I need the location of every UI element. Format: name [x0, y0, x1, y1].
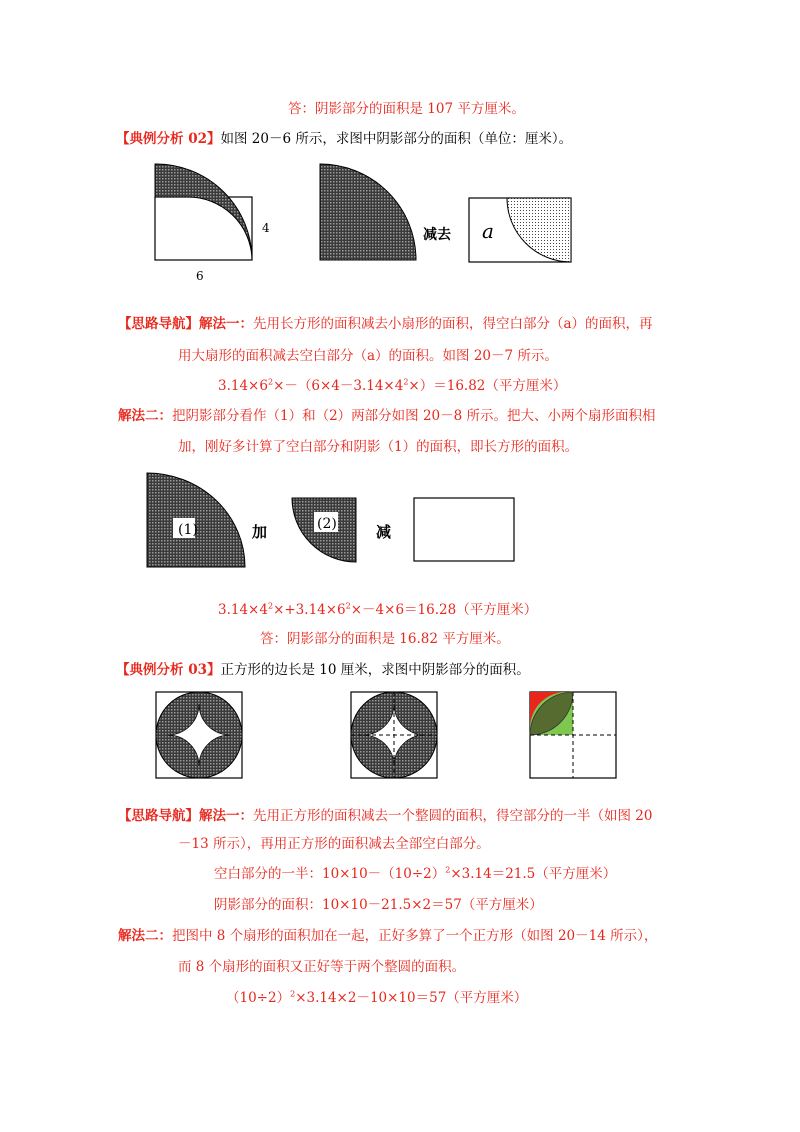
guide-3-line-2: －13 所示），再用正方形的面积减去全部空白部分。 [178, 836, 490, 852]
guide-2-line-4: 加，刚好多计算了空白部分和阴影（1）的面积，即长方形的面积。 [178, 439, 579, 455]
guide-2-line-1 [118, 314, 653, 334]
formula-2 [218, 600, 537, 620]
superscript: 2 [403, 377, 409, 387]
method-1-tag: 解法一： [199, 808, 253, 824]
guide-text: 把图中 8 个扇形的面积加在一起，正好多算了一个正方形（如图 20－14 所示）， [172, 928, 658, 944]
guide-3-line-3-part-2: ×3.14＝21.5（平方厘米） [450, 866, 617, 882]
guide-text: 把阴影部分看作（1）和（2）两部分如图 20－8 所示。把大、小两个扇形面积相 [172, 408, 656, 424]
square-figure-1 [156, 692, 242, 778]
method-1-tag: 解法一： [199, 316, 253, 332]
minus-label: 减 [376, 523, 392, 541]
guide-3-line-3-part-1: 空白部分的一半：10×10－（10÷2） [214, 866, 446, 882]
label-a: a [482, 219, 494, 243]
minus-label: 减去 [423, 227, 451, 243]
plus-label: 加 [252, 523, 268, 541]
square-figure-3 [530, 692, 616, 778]
part-2-label: (2) [317, 516, 337, 532]
guide-tag: 【思路导航】 [118, 808, 199, 824]
formula-2-part-1: 3.14×4 [218, 602, 268, 618]
example-02-text: 如图 20－6 所示，求图中阴影部分的面积（单位：厘米）。 [220, 131, 573, 147]
formula-1-part-3: ×）＝16.82（平方厘米） [408, 378, 567, 394]
guide-2-line-3 [118, 406, 656, 426]
example-03-text: 正方形的边长是 10 厘米，求图中阴影部分的面积。 [220, 662, 530, 678]
method-2-tag: 解法二： [118, 408, 172, 424]
large-sector [320, 164, 416, 260]
formula-1-part-1: 3.14×6 [218, 378, 268, 394]
formula-2-part-3: ×－4×6＝16.28（平方厘米） [350, 602, 538, 618]
answer-1: 答：阴影部分的面积是 107 平方厘米。 [288, 101, 525, 117]
square-figure-2 [351, 692, 437, 778]
label-4: 4 [262, 221, 270, 235]
shaded-region [155, 164, 252, 260]
superscript: 2 [290, 989, 296, 999]
part-1-label: (1) [178, 522, 198, 538]
figure-20-6 [150, 160, 460, 285]
guide-3-line-6: 而 8 个扇形的面积又正好等于两个整圆的面积。 [178, 959, 466, 975]
formula-1 [218, 376, 566, 396]
superscript: 2 [345, 601, 351, 611]
label-6: 6 [196, 269, 204, 283]
superscript: 2 [445, 865, 451, 875]
figure-20-8 [140, 465, 530, 575]
superscript: 2 [267, 377, 274, 387]
guide-3-line-3 [214, 864, 616, 884]
answer-2: 答：阴影部分的面积是 16.82 平方厘米。 [260, 631, 510, 647]
formula-3-part-1: （10÷2） [226, 990, 291, 1006]
figure-20-6-part-a [466, 192, 576, 264]
guide-tag: 【思路导航】 [118, 316, 199, 332]
formula-3 [226, 988, 527, 1008]
formula-3-part-2: ×3.14×2－10×10＝57（平方厘米） [295, 990, 528, 1006]
guide-2-line-2: 用大扇形的面积减去空白部分（a）的面积。如图 20－7 所示。 [178, 348, 558, 364]
method-2-tag: 解法二： [118, 928, 172, 944]
rectangle [155, 197, 252, 260]
guide-text: 先用正方形的面积减去一个整圆的面积，得空部分的一半（如图 20 [253, 808, 653, 824]
example-02 [116, 129, 572, 149]
example-03 [116, 660, 530, 680]
guide-text: 先用长方形的面积减去小扇形的面积，得空白部分（a）的面积，再 [253, 316, 653, 332]
example-03-tag: 【典例分析 03】 [116, 662, 221, 678]
formula-2-part-2: ×+3.14×6 [273, 602, 346, 618]
guide-3-line-5 [118, 926, 657, 946]
superscript: 2 [267, 601, 274, 611]
large-sector-part-1 [147, 473, 245, 567]
figure-squares [150, 688, 630, 783]
empty-rectangle [414, 498, 514, 561]
formula-1-part-2: ×－（6×4－3.14×4 [273, 378, 404, 394]
guide-3-line-1 [118, 806, 652, 826]
example-02-tag: 【典例分析 02】 [116, 131, 221, 147]
guide-3-line-4: 阴影部分的面积：10×10－21.5×2＝57（平方厘米） [214, 897, 543, 913]
